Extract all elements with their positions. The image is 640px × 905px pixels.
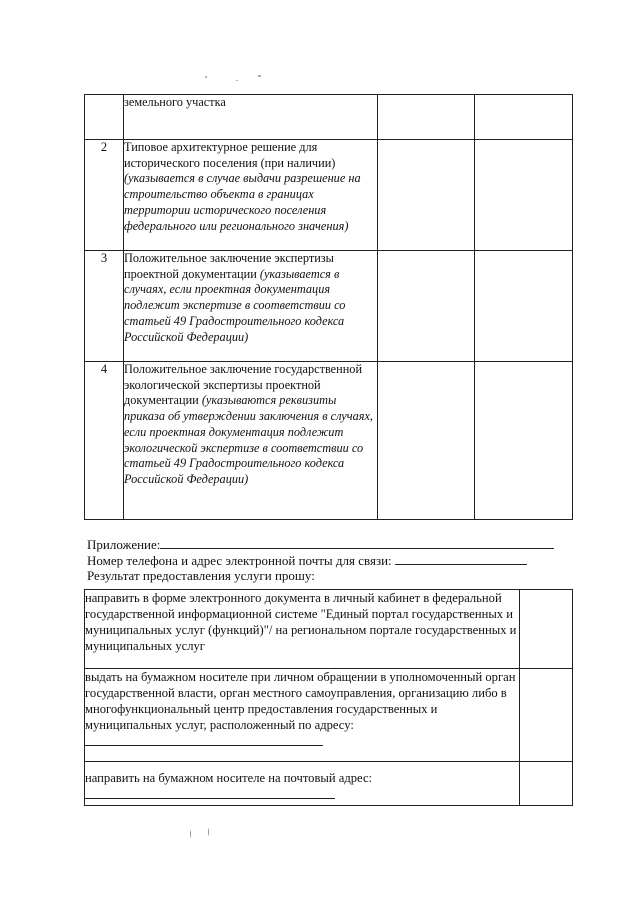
result-heading bbox=[87, 568, 315, 584]
row-number bbox=[85, 95, 124, 140]
contact-field[interactable] bbox=[87, 552, 527, 569]
table-row bbox=[85, 590, 573, 669]
row-number: 4 bbox=[85, 362, 124, 520]
table-row bbox=[85, 251, 573, 362]
scan-speck bbox=[236, 80, 238, 81]
attachment-underline[interactable] bbox=[160, 536, 554, 549]
row-description bbox=[124, 362, 378, 520]
scan-speck bbox=[208, 828, 209, 836]
empty-cell[interactable] bbox=[475, 140, 573, 251]
row-title: Типовое архитектурное решение для исторического поселения (при наличии) bbox=[124, 140, 336, 170]
table-row bbox=[85, 669, 573, 762]
row-title: земельного участка bbox=[124, 95, 226, 109]
option-postal-checkbox[interactable] bbox=[520, 762, 573, 806]
option-electronic-checkbox[interactable] bbox=[520, 590, 573, 669]
attachment-field[interactable] bbox=[87, 536, 554, 553]
table-row bbox=[85, 95, 573, 140]
result-label: Результат предоставления услуги прошу: bbox=[87, 568, 315, 583]
option-in-person-checkbox[interactable] bbox=[520, 669, 573, 762]
attachment-label: Приложение: bbox=[87, 537, 161, 552]
option-postal bbox=[85, 762, 520, 806]
result-options-table bbox=[84, 589, 573, 806]
scan-speck bbox=[190, 830, 191, 838]
row-title: Положительное заключение экспертизы проектной документации bbox=[124, 251, 334, 281]
empty-cell[interactable] bbox=[475, 95, 573, 140]
option-electronic: направить в форме электронного документа в личный кабинет в федеральной государственной информационной системе "Единый портал государственных и муниципальных услуг (функций)"/ на региональном портале государственных и муниципальных услуг bbox=[85, 590, 520, 669]
row-number: 3 bbox=[85, 251, 124, 362]
row-note: (указывается в случае выдачи разрешение на строительство объекта в границах территории исторического поселения федерального или регионального значения) bbox=[124, 171, 361, 233]
row-description bbox=[124, 95, 378, 140]
row-note: (указываются реквизиты приказа об утверждении заключения в случаях, если проектная документация подлежит экологической экспертизе в соответствии со статьей 49 Градостроительного кодекса Российской Федерации) bbox=[124, 393, 373, 486]
scan-speck bbox=[258, 75, 261, 77]
table-row bbox=[85, 362, 573, 520]
empty-cell[interactable] bbox=[378, 251, 475, 362]
empty-cell[interactable] bbox=[378, 95, 475, 140]
scan-speck bbox=[205, 76, 207, 78]
empty-cell[interactable] bbox=[378, 362, 475, 520]
option-in-person bbox=[85, 669, 520, 762]
empty-cell[interactable] bbox=[378, 140, 475, 251]
table-row bbox=[85, 140, 573, 251]
empty-cell[interactable] bbox=[475, 362, 573, 520]
contact-underline[interactable] bbox=[395, 552, 527, 565]
row-number: 2 bbox=[85, 140, 124, 251]
address-underline[interactable] bbox=[85, 733, 323, 746]
row-note: (указывается в случаях, если проектная документация подлежит экспертизе в соответствии со статьей 49 Градостроительного кодекса Российской Федерации) bbox=[124, 266, 346, 344]
documents-table bbox=[84, 94, 573, 520]
option-postal-text: направить на бумажном носителе на почтовый адрес: bbox=[85, 771, 373, 785]
row-description bbox=[124, 251, 378, 362]
postal-address-underline[interactable] bbox=[85, 786, 335, 799]
table-row bbox=[85, 762, 573, 806]
contact-label: Номер телефона и адрес электронной почты для связи: bbox=[87, 553, 392, 568]
row-description bbox=[124, 140, 378, 251]
option-in-person-text: выдать на бумажном носителе при личном обращении в уполномоченный орган государственной власти, орган местного самоуправления, организацию либо в многофункциональный центр предоставления государственных и муниципальных услуг, расположенный по адресу: bbox=[85, 670, 516, 732]
row-title: Положительное заключение государственной экологической экспертизы проектной документации bbox=[124, 362, 363, 408]
empty-cell[interactable] bbox=[475, 251, 573, 362]
